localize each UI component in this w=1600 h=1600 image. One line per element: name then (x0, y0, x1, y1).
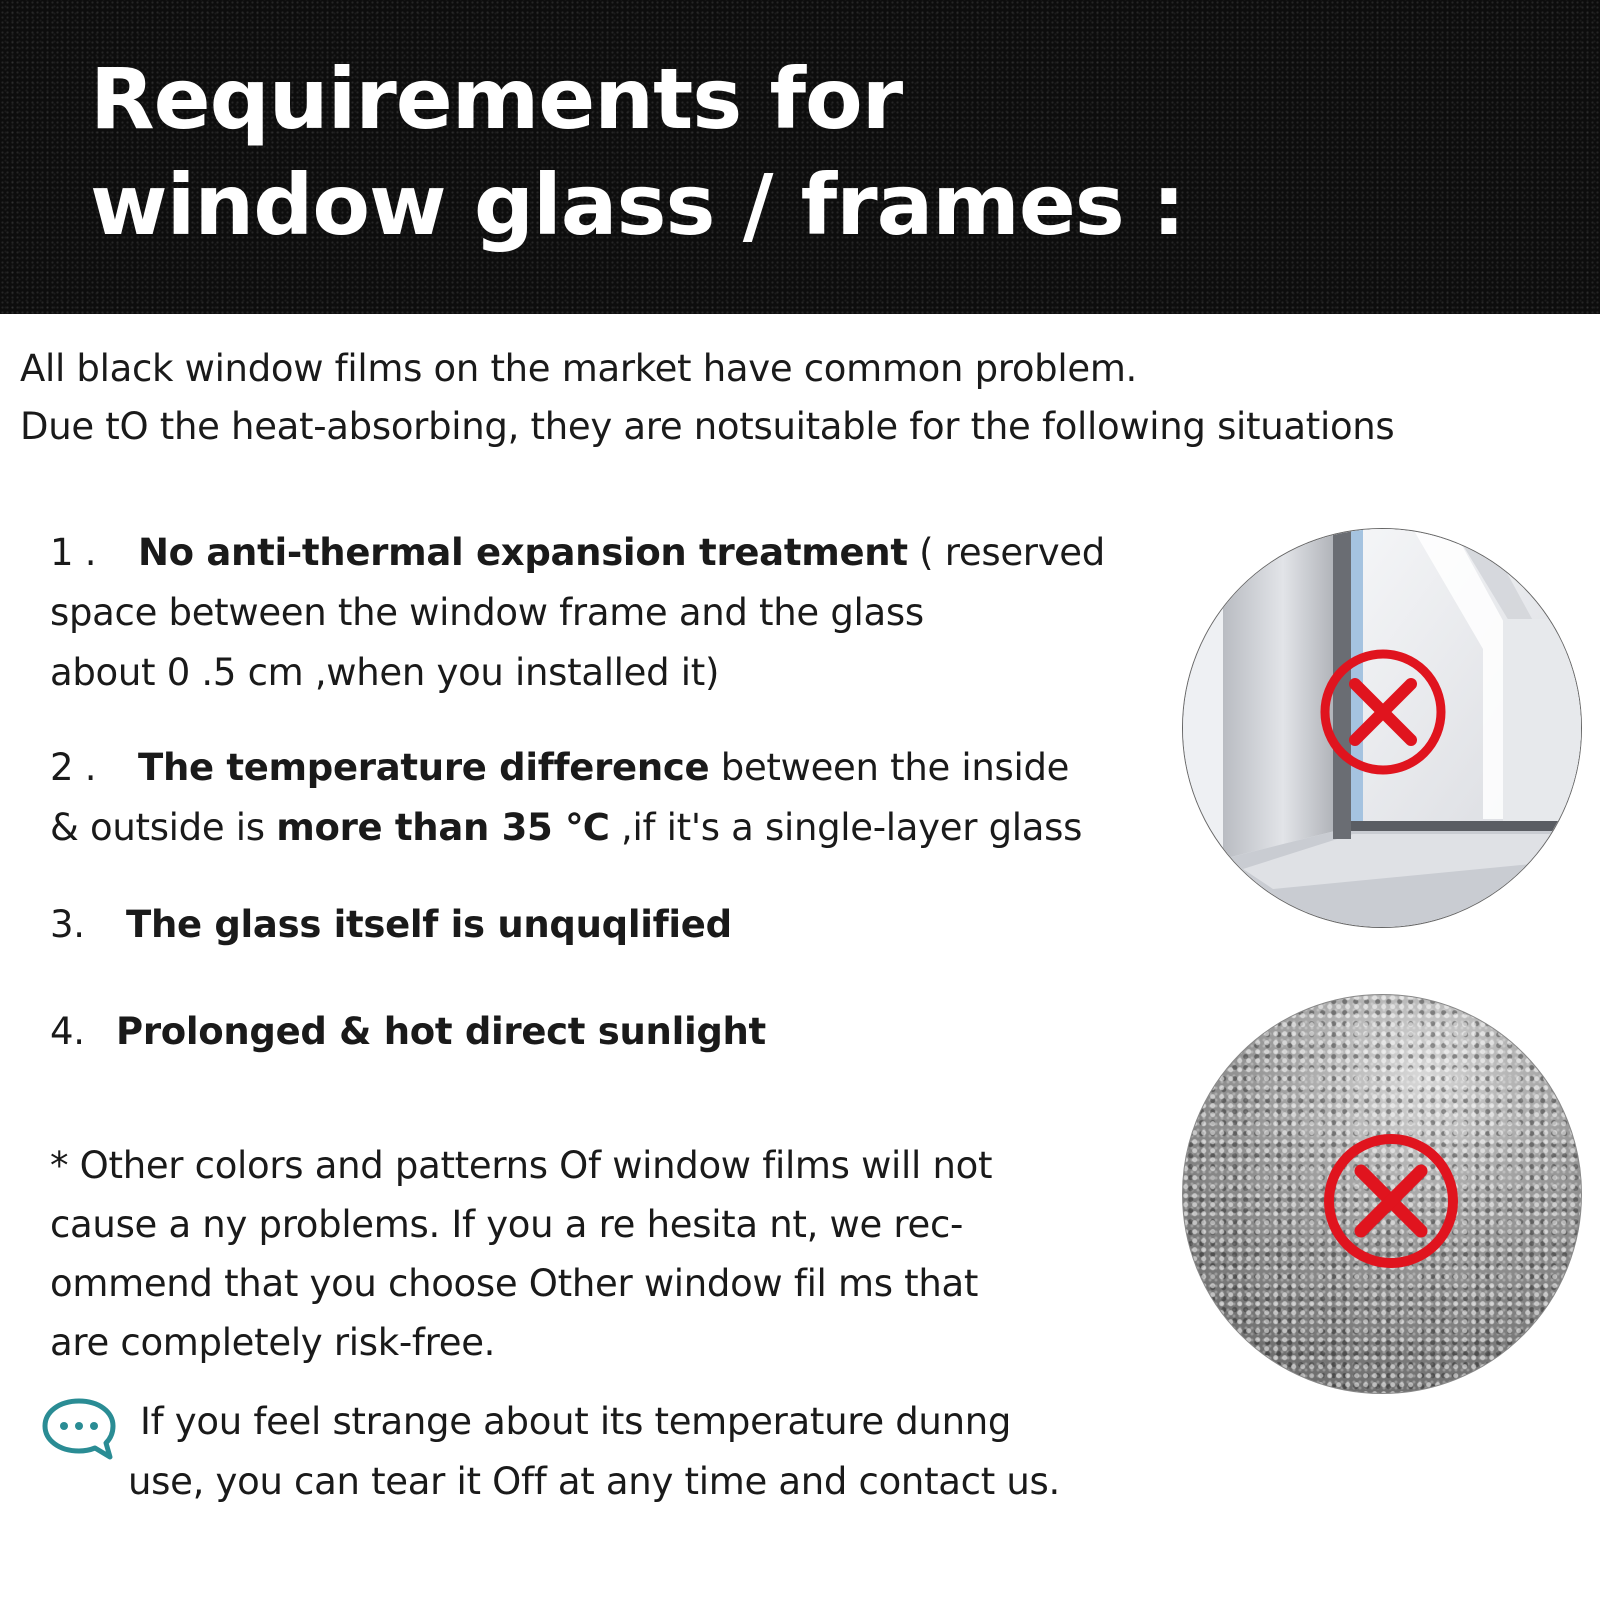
chat-bubble-icon (40, 1396, 118, 1462)
red-x-in-circle-icon (1183, 995, 1581, 1393)
footnote (50, 1136, 1170, 1372)
item-text-line-2: space between the window frame and the glass (50, 591, 924, 634)
page-title (90, 46, 1185, 258)
window-frame-photo (1182, 528, 1582, 928)
requirement-item-3 (50, 895, 1160, 955)
item-text-line-3: about 0 .5 cm ,when you installed it) (50, 651, 720, 694)
item-heading: The glass itself is unquqlified (126, 903, 732, 946)
item-text: ( reserved (907, 531, 1105, 574)
contact-text (128, 1392, 1060, 1512)
item-emphasis: more than 35 ℃ (276, 806, 610, 849)
item-heading: No anti-thermal expansion treatment (138, 531, 908, 574)
requirement-item-2 (50, 738, 1160, 858)
textured-glass-photo (1182, 994, 1582, 1394)
header-banner (0, 0, 1600, 314)
item-text-suffix: ,if it's a single-layer glass (609, 806, 1083, 849)
intro-line-1: All black window films on the market have common problem. (20, 347, 1138, 390)
note-line-2: cause a ny problems. If you a re hesita nt, we rec- (50, 1203, 964, 1246)
red-x-in-circle-icon (1183, 529, 1581, 927)
item-text: between the inside (709, 746, 1070, 789)
note-line-1: * Other colors and patterns Of window films will not (50, 1144, 993, 1187)
item-number: 3. (50, 903, 85, 946)
item-text-prefix: & outside is (50, 806, 277, 849)
item-number: 1 . (50, 531, 97, 574)
title-line-2: window glass / frames : (90, 156, 1185, 254)
item-number: 4. (50, 1010, 85, 1053)
requirement-item-4 (50, 1002, 1160, 1062)
item-heading: Prolonged & hot direct sunlight (116, 1010, 766, 1053)
intro-text (20, 340, 1394, 456)
requirement-item-1 (50, 523, 1160, 703)
contact-line-1: If you feel strange about its temperature dunng (140, 1400, 1012, 1443)
item-heading: The temperature difference (138, 746, 710, 789)
note-line-3: ommend that you choose Other window fil ms that (50, 1262, 979, 1305)
contact-line-2: use, you can tear it Off at any time and contact us. (128, 1460, 1060, 1503)
contact-note (40, 1396, 1240, 1526)
item-number: 2 . (50, 746, 97, 789)
intro-line-2: Due tO the heat-absorbing, they are notsuitable for the following situations (20, 405, 1395, 448)
note-line-4: are completely risk-free. (50, 1321, 496, 1364)
title-line-1: Requirements for (90, 50, 903, 148)
